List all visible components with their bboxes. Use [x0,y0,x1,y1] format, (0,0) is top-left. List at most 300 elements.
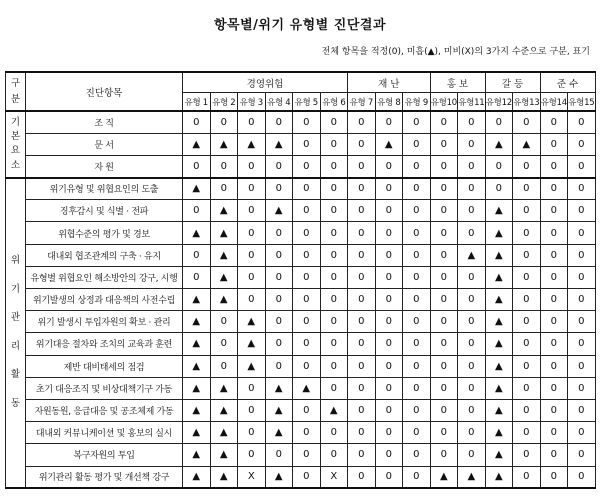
rating-cell: ▲ [485,466,513,488]
rating-cell: 0 [540,133,568,155]
rating-cell: 0 [183,266,211,288]
rating-cell: 0 [568,133,596,155]
rating-cell: ▲ [485,333,513,355]
rating-cell: ▲ [210,200,238,222]
rating-cell: ▲ [293,377,321,399]
rating-cell: 0 [540,155,568,177]
type-header: 유형 8 [375,93,403,112]
group-header: 경영위험 [183,72,348,93]
rating-cell: 0 [430,422,458,444]
category-cell [6,111,26,178]
rating-cell: 0 [540,422,568,444]
rating-cell: 0 [403,200,431,222]
rating-cell: 0 [265,311,293,333]
diagnosis-item: 위기유형 및 위협요인의 도출 [26,178,183,200]
rating-cell: ▲ [210,444,238,466]
rating-cell: 0 [568,111,596,133]
rating-cell: 0 [513,222,541,244]
rating-cell: ▲ [210,399,238,421]
rating-cell: 0 [403,466,431,488]
table-row [6,377,596,399]
rating-cell: 0 [513,377,541,399]
rating-cell: 0 [293,155,321,177]
rating-cell: 0 [430,311,458,333]
rating-cell: 0 [265,355,293,377]
rating-cell: 0 [320,311,348,333]
rating-cell: 0 [375,466,403,488]
table-row [6,178,596,200]
rating-cell: 0 [513,200,541,222]
table-row [6,399,596,421]
rating-cell: ▲ [210,266,238,288]
diagnosis-item: 유형별 위협요인 해소방안의 강구, 시행 [26,266,183,288]
category-label: 위기관리활동 [10,255,21,409]
rating-cell: 0 [238,200,266,222]
rating-cell: 0 [348,377,376,399]
type-header: 유형 7 [348,93,376,112]
item-header: 진단항목 [26,72,183,111]
group-header-row [6,72,596,93]
rating-cell: ▲ [238,311,266,333]
rating-cell: ▲ [238,133,266,155]
rating-cell: 0 [458,200,486,222]
rating-cell: 0 [403,111,431,133]
rating-cell: 0 [513,422,541,444]
rating-cell: X [320,466,348,488]
rating-cell: 0 [403,399,431,421]
rating-cell: 0 [293,266,321,288]
rating-cell: 0 [320,444,348,466]
rating-cell: 0 [375,244,403,266]
type-header: 유형 2 [210,93,238,112]
rating-cell: 0 [540,333,568,355]
group-header: 홍 보 [430,72,485,93]
rating-cell: 0 [375,178,403,200]
rating-cell: 0 [320,422,348,444]
rating-cell: 0 [348,355,376,377]
diagnosis-item: 위협수준의 평가 및 경보 [26,222,183,244]
rating-cell: 0 [210,111,238,133]
rating-cell: 0 [430,155,458,177]
rating-cell: 0 [348,266,376,288]
rating-cell: 0 [320,377,348,399]
rating-cell: ▲ [183,466,211,488]
rating-cell: 0 [568,444,596,466]
rating-cell: 0 [320,200,348,222]
type-header: 유형14 [540,93,568,112]
rating-cell: 0 [430,266,458,288]
rating-cell: 0 [568,311,596,333]
rating-cell: 0 [568,289,596,311]
rating-cell: 0 [348,133,376,155]
rating-cell: 0 [238,244,266,266]
rating-cell: ▲ [183,311,211,333]
group-header: 재 난 [348,72,431,93]
rating-cell: 0 [458,399,486,421]
rating-cell: 0 [540,222,568,244]
rating-cell: 0 [293,444,321,466]
rating-cell: 0 [430,244,458,266]
rating-cell: 0 [293,289,321,311]
rating-cell: 0 [265,266,293,288]
rating-cell: 0 [458,355,486,377]
rating-cell: 0 [320,133,348,155]
diagnosis-table [5,71,596,489]
rating-cell: 0 [458,377,486,399]
rating-cell: 0 [403,133,431,155]
rating-cell: 0 [265,333,293,355]
rating-cell: 0 [348,178,376,200]
rating-cell: 0 [458,222,486,244]
diagnosis-item: 자 원 [26,155,183,177]
type-header: 유형 9 [403,93,431,112]
diagnosis-item: 제반 대비태세의 점검 [26,355,183,377]
rating-cell: 0 [238,111,266,133]
rating-cell: 0 [183,111,211,133]
rating-cell: 0 [375,311,403,333]
rating-cell: ▲ [183,289,211,311]
rating-cell: 0 [430,333,458,355]
rating-cell: 0 [458,133,486,155]
rating-cell: 0 [458,289,486,311]
rating-cell: 0 [458,333,486,355]
rating-cell: 0 [238,178,266,200]
group-header: 갈 등 [485,72,540,93]
rating-cell: ▲ [210,289,238,311]
rating-cell: 0 [348,399,376,421]
rating-cell: 0 [210,155,238,177]
rating-cell: 0 [568,399,596,421]
rating-cell: 0 [293,422,321,444]
rating-cell: 0 [430,377,458,399]
legend-note: 전체 항목을 적정(0), 미흡(▲), 미비(X)의 3가지 수준으로 구분, 표기 [321,47,590,57]
rating-cell: X [238,466,266,488]
rating-cell: ▲ [485,399,513,421]
rating-cell: ▲ [485,222,513,244]
diagnosis-item: 위기대응 절차와 조치의 교육과 훈련 [26,333,183,355]
rating-cell: 0 [568,222,596,244]
rating-cell: 0 [403,178,431,200]
rating-cell: 0 [238,222,266,244]
rating-cell: 0 [513,333,541,355]
rating-cell: 0 [513,178,541,200]
rating-cell: ▲ [265,377,293,399]
rating-cell: ▲ [265,133,293,155]
rating-cell: ▲ [458,244,486,266]
category-header [6,72,26,111]
table-row [6,200,596,222]
rating-cell: ▲ [485,444,513,466]
rating-cell: 0 [210,311,238,333]
rating-cell: 0 [238,422,266,444]
rating-cell: 0 [293,355,321,377]
category-cell [6,178,26,489]
rating-cell: ▲ [210,377,238,399]
rating-cell: 0 [403,444,431,466]
rating-cell: 0 [403,244,431,266]
rating-cell: ▲ [485,422,513,444]
rating-cell: 0 [403,377,431,399]
rating-cell: ▲ [265,200,293,222]
diagnosis-item: 문 서 [26,133,183,155]
rating-cell: ▲ [485,289,513,311]
rating-cell: 0 [403,333,431,355]
category-label: 기본요소 [10,116,21,171]
rating-cell: 0 [513,466,541,488]
rating-cell: 0 [430,399,458,421]
rating-cell: ▲ [183,133,211,155]
type-header: 유형 5 [293,93,321,112]
rating-cell: 0 [540,111,568,133]
rating-cell: 0 [348,333,376,355]
rating-cell: 0 [513,444,541,466]
rating-cell: 0 [348,289,376,311]
rating-cell: 0 [293,222,321,244]
rating-cell: 0 [210,178,238,200]
table-row [6,111,596,133]
rating-cell: 0 [513,289,541,311]
type-header: 유형 6 [320,93,348,112]
rating-cell: 0 [375,111,403,133]
rating-cell: 0 [430,222,458,244]
rating-cell: 0 [265,178,293,200]
rating-cell: 0 [375,399,403,421]
rating-cell: 0 [320,289,348,311]
rating-cell: ▲ [485,200,513,222]
rating-cell: 0 [320,222,348,244]
rating-cell: 0 [403,155,431,177]
rating-cell: ▲ [513,133,541,155]
rating-cell: 0 [540,377,568,399]
rating-cell: 0 [568,178,596,200]
rating-cell: 0 [540,289,568,311]
rating-cell: 0 [540,355,568,377]
rating-cell: ▲ [183,399,211,421]
rating-cell: 0 [293,466,321,488]
type-header: 유형10 [430,93,458,112]
rating-cell: 0 [540,444,568,466]
rating-cell: 0 [430,444,458,466]
rating-cell: 0 [568,200,596,222]
rating-cell: 0 [348,444,376,466]
rating-cell: 0 [265,244,293,266]
rating-cell: ▲ [210,466,238,488]
rating-cell: 0 [485,178,513,200]
rating-cell: ▲ [458,466,486,488]
rating-cell: 0 [375,422,403,444]
rating-cell: 0 [458,155,486,177]
rating-cell: 0 [375,355,403,377]
rating-cell: 0 [540,200,568,222]
type-header: 유형13 [513,93,541,112]
table-row [6,333,596,355]
rating-cell: 0 [458,111,486,133]
rating-cell: 0 [320,266,348,288]
rating-cell: 0 [238,289,266,311]
rating-cell: ▲ [265,399,293,421]
rating-cell: ▲ [430,466,458,488]
rating-cell: ▲ [485,355,513,377]
rating-cell: 0 [348,222,376,244]
rating-cell: 0 [320,333,348,355]
table-row [6,266,596,288]
rating-cell: 0 [348,244,376,266]
rating-cell: 0 [458,178,486,200]
rating-cell: 0 [568,333,596,355]
rating-cell: 0 [375,200,403,222]
rating-cell: 0 [568,244,596,266]
category-header-text: 구분 [10,78,21,105]
rating-cell: 0 [513,311,541,333]
rating-cell: 0 [320,244,348,266]
rating-cell: 0 [348,111,376,133]
type-header: 유형12 [485,93,513,112]
rating-cell: ▲ [183,333,211,355]
table-row [6,222,596,244]
rating-cell: 0 [348,155,376,177]
rating-cell: 0 [540,311,568,333]
rating-cell: 0 [540,266,568,288]
rating-cell: 0 [293,244,321,266]
rating-cell: 0 [320,111,348,133]
rating-cell: ▲ [183,377,211,399]
rating-cell: ▲ [210,244,238,266]
rating-cell: 0 [458,422,486,444]
rating-cell: 0 [320,178,348,200]
rating-cell: 0 [348,200,376,222]
table-row [6,466,596,488]
rating-cell: 0 [430,111,458,133]
rating-cell: 0 [348,311,376,333]
rating-cell: ▲ [375,133,403,155]
table-row [6,133,596,155]
rating-cell: 0 [238,377,266,399]
rating-cell: ▲ [210,422,238,444]
diagnosis-item: 위기관리 활동 평가 및 개선책 강구 [26,466,183,488]
rating-cell: 0 [183,244,211,266]
rating-cell: 0 [513,355,541,377]
type-header: 유형 3 [238,93,266,112]
rating-cell: 0 [238,266,266,288]
rating-cell: 0 [540,466,568,488]
rating-cell: 0 [403,222,431,244]
rating-cell: ▲ [183,444,211,466]
type-header: 유형11 [458,93,486,112]
rating-cell: 0 [430,355,458,377]
table-row [6,444,596,466]
rating-cell: 0 [568,422,596,444]
rating-cell: 0 [238,444,266,466]
type-header: 유형15 [568,93,596,112]
table-row [6,155,596,177]
rating-cell: 0 [513,399,541,421]
rating-cell: 0 [293,200,321,222]
rating-cell: 0 [375,155,403,177]
rating-cell: 0 [513,111,541,133]
group-header: 준 수 [540,72,595,93]
rating-cell: 0 [320,355,348,377]
rating-cell: 0 [293,133,321,155]
rating-cell: 0 [375,444,403,466]
rating-cell: 0 [430,289,458,311]
rating-cell: 0 [375,289,403,311]
rating-cell: 0 [403,289,431,311]
rating-cell: 0 [183,200,211,222]
table-row [6,311,596,333]
rating-cell: 0 [485,155,513,177]
diagnosis-item: 조 직 [26,111,183,133]
rating-cell: 0 [430,133,458,155]
rating-cell: 0 [210,333,238,355]
rating-cell: 0 [375,266,403,288]
rating-cell: 0 [238,399,266,421]
rating-cell: 0 [485,111,513,133]
rating-cell: 0 [293,178,321,200]
diagnosis-item: 위기 발생시 투입자원의 확보 · 관리 [26,311,183,333]
rating-cell: ▲ [265,422,293,444]
rating-cell: 0 [403,422,431,444]
rating-cell: 0 [458,266,486,288]
rating-cell: 0 [293,399,321,421]
rating-cell: ▲ [183,178,211,200]
rating-cell: 0 [568,266,596,288]
rating-cell: 0 [540,244,568,266]
rating-cell: 0 [568,466,596,488]
rating-cell: 0 [293,311,321,333]
rating-cell: 0 [375,377,403,399]
page-title: 항목별/위기 유형별 진단결과 [214,18,386,33]
rating-cell: ▲ [485,133,513,155]
table-row [6,289,596,311]
rating-cell: 0 [403,311,431,333]
rating-cell: 0 [430,178,458,200]
rating-cell: 0 [375,333,403,355]
rating-cell: 0 [540,399,568,421]
rating-cell: 0 [265,444,293,466]
diagnosis-item: 초기 대응조직 및 비상대책기구 가동 [26,377,183,399]
rating-cell: 0 [568,155,596,177]
diagnosis-item: 위기발생의 상정과 대응책의 사전수립 [26,289,183,311]
rating-cell: ▲ [238,333,266,355]
rating-cell: 0 [513,155,541,177]
rating-cell: 0 [320,155,348,177]
diagnosis-item: 징후감시 및 식별 · 전파 [26,200,183,222]
rating-cell: 0 [513,244,541,266]
rating-cell: 0 [265,111,293,133]
rating-cell: 0 [293,333,321,355]
rating-cell: 0 [375,222,403,244]
rating-cell: ▲ [485,377,513,399]
rating-cell: 0 [265,155,293,177]
rating-cell: 0 [183,155,211,177]
table-row [6,355,596,377]
rating-cell: 0 [238,155,266,177]
diagnosis-item: 대내외 커뮤니케이션 및 홍보의 실시 [26,422,183,444]
type-header: 유형 4 [265,93,293,112]
rating-cell: ▲ [485,244,513,266]
rating-cell: 0 [458,444,486,466]
rating-cell: 0 [265,222,293,244]
rating-cell: 0 [210,355,238,377]
rating-cell: 0 [430,200,458,222]
rating-cell: 0 [265,289,293,311]
rating-cell: 0 [513,266,541,288]
rating-cell: 0 [540,178,568,200]
rating-cell: 0 [293,111,321,133]
rating-cell: 0 [403,266,431,288]
diagnosis-item: 자원동원, 응급대응 및 공조체제 가동 [26,399,183,421]
table-body [6,111,596,488]
